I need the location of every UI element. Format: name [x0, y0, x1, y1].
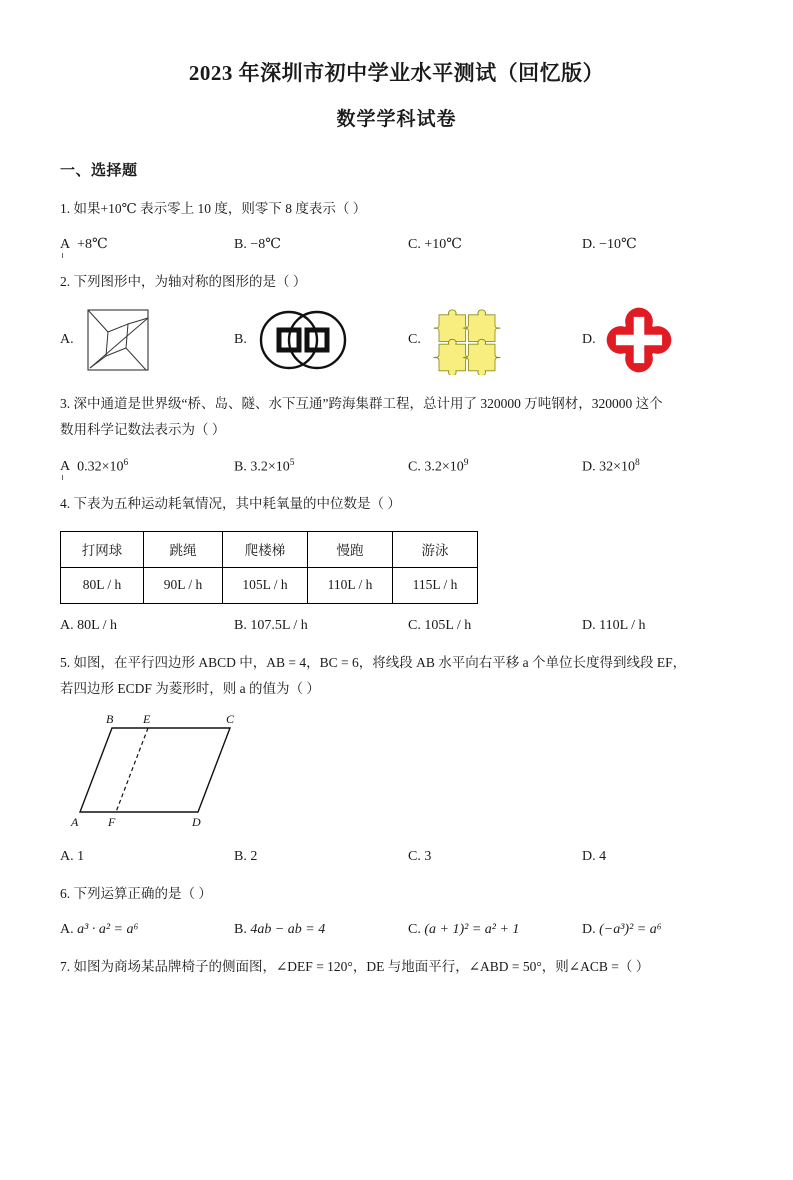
option-6-d[interactable]	[582, 922, 756, 938]
table-value-cell: 90L / h	[144, 567, 223, 603]
option-3-c-exp: 9	[463, 457, 469, 468]
table-row-values	[61, 567, 478, 603]
option-4-c-label: C.	[408, 617, 421, 633]
question-4-text	[60, 491, 735, 517]
option-5-a-value: 1	[77, 849, 85, 865]
option-6-c[interactable]	[408, 922, 582, 938]
option-1-b[interactable]	[234, 236, 408, 253]
option-3-c-label: C.	[408, 459, 421, 475]
page-title: 2023 年深圳市初中学业水平测试（回忆版）	[188, 61, 605, 85]
question-4-number: 4.	[60, 496, 71, 512]
pinwheel-square-icon	[84, 306, 152, 374]
option-3-d[interactable]	[582, 458, 756, 476]
option-1-c-value: +10℃	[424, 236, 462, 252]
red-cross-flower-icon	[606, 307, 672, 373]
option-2-b[interactable]	[234, 306, 408, 374]
table-header-cell: 爬楼梯	[223, 531, 308, 567]
page-title-block	[0, 58, 793, 131]
option-5-d-value: 4	[599, 849, 607, 865]
option-3-c-base: 3.2×10	[424, 459, 464, 475]
question-4-options	[60, 618, 735, 634]
table-header-cell: 跳绳	[144, 531, 223, 567]
option-2-d[interactable]	[582, 307, 756, 373]
option-1-c[interactable]	[408, 236, 582, 253]
option-3-d-label: D.	[582, 459, 596, 475]
option-6-b-label: B.	[234, 921, 247, 937]
option-4-b[interactable]	[234, 618, 408, 634]
option-2-a[interactable]	[60, 306, 234, 374]
question-5-body-line1: 如图，在平行四边形 ABCD 中，AB = 4，BC = 6，将线段 AB 水平向右平移 a 个单位长度得到线段 EF，	[73, 654, 687, 670]
question-5-figure	[70, 710, 735, 835]
option-1-b-value: −8℃	[250, 236, 281, 252]
option-3-d-base: 32×10	[599, 459, 636, 475]
option-4-d-label: D.	[582, 617, 596, 633]
option-2-b-label: B.	[234, 332, 247, 348]
section-heading: 一、选择题	[60, 162, 138, 179]
question-1-body: 如果+10℃ 表示零上 10 度，则零下 8 度表示（ ）	[73, 200, 367, 216]
vertex-label-A: A	[71, 815, 79, 830]
option-3-a-label: A	[60, 459, 71, 475]
option-2-d-label: D.	[582, 332, 596, 348]
oxygen-consumption-table	[60, 531, 478, 604]
option-3-a-exp: 6	[123, 457, 129, 468]
table-header-cell: 游泳	[393, 531, 478, 567]
question-4-body: 下表为五种运动耗氧情况，其中耗氧量的中位数是（ ）	[73, 496, 401, 512]
option-3-a-base: 0.32×10	[77, 459, 124, 475]
question-2-options	[60, 305, 735, 375]
option-2-c[interactable]	[408, 305, 582, 375]
option-1-a-label: A	[60, 236, 71, 252]
question-1-text	[60, 196, 735, 222]
option-1-d-value: −10℃	[599, 236, 637, 252]
table-value-cell: 110L / h	[308, 567, 393, 603]
option-1-a-value: +8℃	[77, 236, 108, 252]
option-6-a-label: A.	[60, 921, 74, 937]
option-5-b-label: B.	[234, 849, 247, 865]
option-2-a-label: A.	[60, 332, 74, 348]
option-6-d-label: D.	[582, 921, 596, 937]
question-3-number: 3.	[60, 396, 71, 412]
vertex-label-C: C	[226, 712, 235, 727]
question-3-body-line2: 数用科学记数法表示为（ ）	[60, 422, 226, 438]
table-row-headers	[61, 531, 478, 567]
option-6-a[interactable]	[60, 922, 234, 938]
option-2-c-label: C.	[408, 332, 421, 348]
option-6-c-label: C.	[408, 921, 421, 937]
option-4-b-label: B.	[234, 617, 247, 633]
exam-page	[0, 58, 793, 1180]
question-2-text	[60, 269, 735, 295]
question-3-body-line1: 深中通道是世界级“桥、岛、隧、水下互通”跨海集群工程，总计用了 320000 万吨钢材，320000 这个	[73, 396, 663, 412]
option-3-d-exp: 8	[635, 457, 640, 468]
question-6-text	[60, 881, 735, 907]
parallelogram-diagram-icon	[70, 710, 250, 830]
option-1-c-label: C.	[408, 236, 421, 252]
vertex-label-B: B	[106, 712, 114, 727]
question-7-text	[60, 954, 735, 980]
option-5-b-value: 2	[250, 849, 258, 865]
option-5-d[interactable]	[582, 849, 756, 865]
option-3-b[interactable]	[234, 458, 408, 476]
question-2-number: 2.	[60, 273, 71, 289]
question-1-number: 1.	[60, 200, 71, 216]
option-1-b-label: B.	[234, 236, 247, 252]
question-3-options	[60, 458, 735, 476]
question-3-text	[60, 391, 735, 444]
option-5-c-label: C.	[408, 849, 421, 865]
option-6-b[interactable]	[234, 922, 408, 938]
option-5-c[interactable]	[408, 849, 582, 865]
option-4-d[interactable]	[582, 618, 756, 634]
exam-content	[60, 159, 735, 980]
vertex-label-E: E	[143, 712, 151, 727]
option-3-b-label: B.	[234, 459, 247, 475]
option-1-d[interactable]	[582, 236, 756, 253]
question-5-options	[60, 849, 735, 865]
option-4-a-value: 80L / h	[77, 617, 118, 633]
question-7-body: 如图为商场某品牌椅子的侧面图，∠DEF = 120°，DE 与地面平行，∠ABD = 50°，则∠ACB =（ ）	[73, 958, 650, 974]
two-circles-squares-icon	[257, 306, 349, 374]
option-4-a-label: A.	[60, 617, 74, 633]
table-header-cell: 打网球	[61, 531, 144, 567]
question-5-text	[60, 650, 735, 703]
option-6-a-expr: a³ · a² = a⁶	[77, 921, 139, 937]
option-5-a[interactable]	[60, 849, 234, 865]
option-6-d-expr: (−a³)² = a⁶	[599, 921, 662, 937]
question-6-body: 下列运算正确的是（ ）	[73, 886, 212, 902]
option-6-c-expr: (a + 1)² = a² + 1	[424, 921, 520, 937]
table-value-cell: 115L / h	[393, 567, 478, 603]
option-4-c[interactable]	[408, 618, 582, 634]
option-1-d-label: D.	[582, 236, 596, 252]
option-3-a[interactable]	[60, 458, 234, 476]
question-5-number: 5.	[60, 654, 71, 670]
question-2-body: 下列图形中，为轴对称的图形的是（ ）	[73, 273, 307, 289]
puzzle-pieces-icon	[431, 305, 503, 375]
page-subtitle: 数学学科试卷	[336, 108, 457, 130]
question-1-options	[60, 236, 735, 253]
question-7-number: 7.	[60, 958, 71, 974]
option-5-d-label: D.	[582, 849, 596, 865]
question-6-number: 6.	[60, 886, 71, 902]
question-6-options	[60, 922, 735, 938]
option-6-b-expr: 4ab − ab = 4	[250, 921, 326, 937]
option-4-c-value: 105L / h	[424, 617, 472, 633]
option-5-c-value: 3	[424, 849, 432, 865]
option-4-b-value: 107.5L / h	[250, 617, 308, 633]
question-5-body-line2: 若四边形 ECDF 为菱形时，则 a 的值为（ ）	[60, 681, 320, 697]
table-value-cell: 105L / h	[223, 567, 308, 603]
option-3-b-exp: 5	[289, 457, 295, 468]
option-4-a[interactable]	[60, 618, 234, 634]
option-3-b-base: 3.2×10	[250, 459, 290, 475]
option-5-a-label: A.	[60, 849, 74, 865]
vertex-label-F: F	[108, 815, 116, 830]
option-3-c[interactable]	[408, 458, 582, 476]
table-header-cell: 慢跑	[308, 531, 393, 567]
vertex-label-D: D	[192, 815, 201, 830]
option-5-b[interactable]	[234, 849, 408, 865]
option-1-a[interactable]	[60, 236, 234, 253]
table-value-cell: 80L / h	[61, 567, 144, 603]
option-4-d-value: 110L / h	[599, 617, 646, 633]
